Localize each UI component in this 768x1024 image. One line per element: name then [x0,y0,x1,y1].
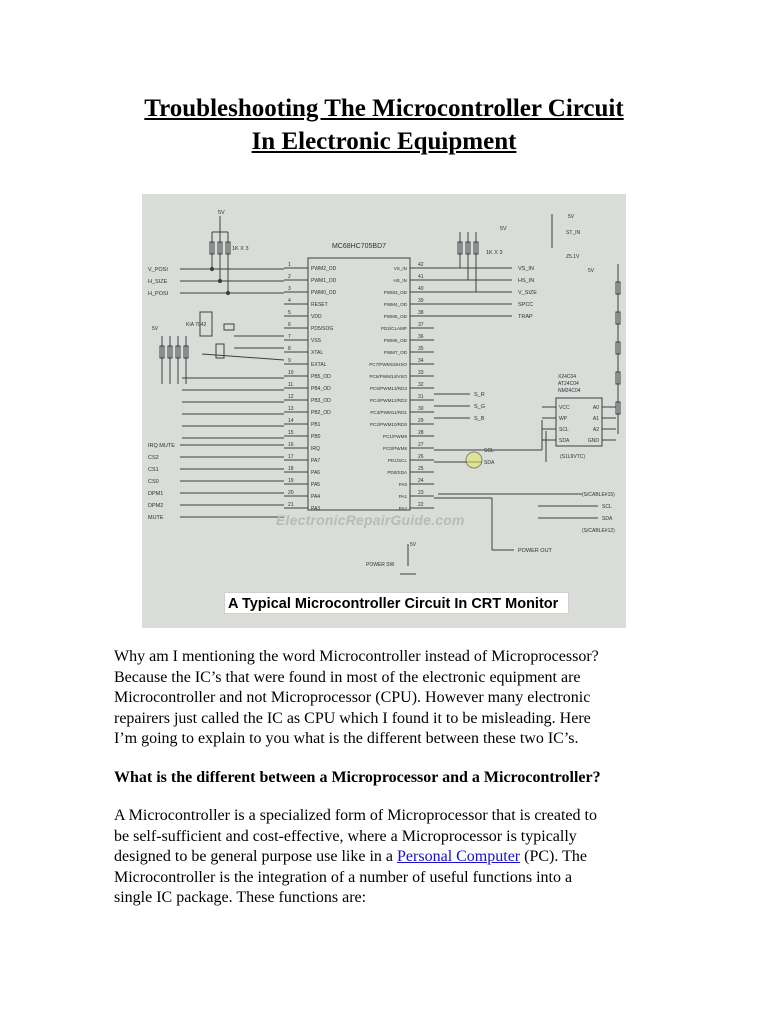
label-power-sw: POWER SW [366,562,395,568]
pin-number-right: 29 [418,418,424,424]
label-1kx3: 1K X 3 [232,246,249,252]
pin-number-right: 33 [418,370,424,376]
pin-name-right: PC7/PWM15/HSO [369,362,407,367]
pin-number-left: 20 [288,490,294,496]
pin-number-left: 6 [288,322,291,328]
pin-number-left: 4 [288,298,291,304]
eeprom-pin-left: SDA [559,438,570,444]
pin-name-right: PWM6_OD [383,338,407,343]
pin-number-right: 28 [418,430,424,436]
paragraph-intro [114,647,654,750]
label-5v: 5V [152,326,159,332]
pin-number-left: 11 [288,382,294,388]
label-5v: 5V [500,226,507,232]
pin-name-right: PC5/PWM13/RD3 [369,386,407,391]
text-fragment: designed to be general purpose use like in a [114,848,398,866]
signal-label-right: HS_IN [518,278,535,284]
signal-label-power-out: POWER OUT [518,548,552,554]
wire [202,354,284,360]
text-line: be self-sufficient and cost-effective, where a Microprocessor is typically [114,827,577,845]
pin-name-right: PWM3_OD [383,290,407,295]
signal-label-left: CS0 [148,479,159,485]
signal-label-sda: SDA [484,460,495,466]
pin-number-left: 13 [288,406,294,412]
pin-name-right: PD0/SDA [387,470,407,475]
label-kia: KIA 7042 [186,322,207,328]
pin-name-right: PC3/PWM11/RD1 [370,410,407,415]
pin-name-left: PA3 [311,506,321,512]
signal-label-left: V_POSI [148,267,168,273]
eeprom-name-2: AT24C04 [558,381,579,387]
pin-name-left: PD5/SOG [311,326,334,332]
text-line: Because the IC’s that were found in most of the electronic equipment are [114,668,581,686]
signal-label-right: TRAP [518,314,533,320]
paragraph-definition [114,806,654,909]
pin-number-right: 24 [418,478,424,484]
pin-name-right: PWM7_OD [383,350,407,355]
eeprom-pin-right: A2 [592,427,599,433]
pin-number-left: 19 [288,478,294,484]
pin-number-left: 14 [288,418,294,424]
label-st-in: ST_IN [566,230,581,236]
title-line-1: Troubleshooting The Microcontroller Circuit [144,95,624,122]
pin-name-right: PC4/PWM12/RD2 [369,398,407,403]
pin-number-right: 23 [418,490,424,496]
eeprom-package: (S1L9VTC) [560,454,586,460]
pin-name-left: PA4 [311,494,321,500]
pin-number-left: 21 [288,502,294,508]
pin-name-right: PD2/CLAMP [380,326,407,331]
pin-number-left: 8 [288,346,291,352]
pin-number-left: 15 [288,430,294,436]
pin-number-left: 16 [288,442,294,448]
signal-label-left: DPM2 [148,503,164,509]
signal-label-sda: SDA [602,516,613,522]
circuit-schematic [142,194,626,628]
capacitor [224,324,234,330]
circuit-diagram-figure [142,194,626,628]
pin-number-left: 2 [288,274,291,280]
label-5v: 5V [410,542,417,548]
signal-label-left: CS2 [148,455,159,461]
eeprom-pin-right: A0 [592,405,599,411]
pin-name-left: PWM2_OD [311,266,337,272]
signal-label-scl: SCL [602,504,612,510]
pin-number-left: 5 [288,310,291,316]
pin-name-left: PB1 [311,422,321,428]
pin-name-left: PWM1_OD [311,278,337,284]
pin-name-right: PA1 [398,494,407,499]
signal-label-left: H_SIZE [148,279,168,285]
pin-name-right: PC2/PWM10/RD0 [369,422,407,427]
pin-number-right: 39 [418,298,424,304]
pin-name-right: PA2 [398,506,407,511]
pin-name-left: EXTAL [311,362,327,368]
signal-label-right: S_B [474,416,485,422]
pin-name-left: PA6 [311,470,321,476]
pin-name-left: PB5_OD [311,374,331,380]
eeprom-pin-left: SCL [559,427,569,433]
signal-label-right: S_R [474,392,485,398]
title-line-2: In Electronic Equipment [251,128,517,155]
signal-label-left: DPM1 [148,491,164,497]
figure-caption: A Typical Microcontroller Circuit In CRT Monitor [224,592,569,614]
pin-number-right: 41 [418,274,424,280]
text-line: Microcontroller and not Microprocessor (CPU). However many electronic [114,689,591,707]
pin-number-left: 17 [288,454,294,460]
pin-name-right: PA0 [398,482,407,487]
pin-name-right: HS_IN [393,278,407,283]
signal-label-right: V_SIZE [518,290,537,296]
text-line: single IC package. These functions are: [114,889,367,907]
pin-name-right: PWM5_OD [383,314,407,319]
eeprom-pin-left: WP [559,416,568,422]
signal-label-left: MUTE [148,515,164,521]
signal-label-right: SPCC [518,302,534,308]
signal-label-left: IRQ MUTE [148,443,175,449]
eeprom-pin-right: GND [587,438,599,444]
pin-name-left: PB0 [311,434,321,440]
pin-number-right: 42 [418,262,424,268]
pin-number-right: 25 [418,466,424,472]
watermark-text: ElectronicRepairGuide.com [276,512,465,528]
pin-name-left: PB2_OD [311,410,331,416]
text-line: repairers just called the IC as CPU which I found it to be misleading. Here [114,709,591,727]
pin-name-left: PWM0_OD [311,290,337,296]
pin-name-left: PB4_OD [311,386,331,392]
signal-label-right: VS_IN [518,266,534,272]
text-line: A Microcontroller is a specialized form of Microprocessor that is created to [114,807,597,824]
pin-name-right: PC6/PWM14/VSO [369,374,407,379]
pin-number-left: 1 [288,262,291,268]
eeprom-pin-left: VCC [559,405,570,411]
junction-dot [226,291,229,294]
pin-number-right: 34 [418,358,424,364]
junction-dot [210,267,213,270]
label-5v: 5V [588,268,595,274]
pin-number-right: 36 [418,334,424,340]
personal-computer-link[interactable]: Personal Computer [397,848,521,866]
mcu-chip-name: MC68HC705BD7 [331,243,387,250]
pin-number-right: 30 [418,406,424,412]
pin-name-left: PA5 [311,482,321,488]
pin-number-left: 12 [288,394,294,400]
text-line: I’m going to explain to you what is the different between these two IC’s. [114,730,579,748]
eeprom-name-3: NM24C04 [558,388,581,394]
text-line [114,847,654,868]
pin-number-right: 31 [418,394,424,400]
signal-label-left: H_POSI [148,291,169,297]
pin-number-right: 27 [418,442,424,448]
junction-dot [218,279,221,282]
pin-number-right: 35 [418,346,424,352]
pin-number-left: 3 [288,286,291,292]
signal-label-right: S_G [474,404,486,410]
pin-name-right: PWM4_OD [383,302,407,307]
pin-name-left: VSS [311,338,322,344]
section-heading: What is the different between a Microprocessor and a Microcontroller? [114,769,601,786]
label-cable-15: (S/CABLE#15) [582,492,615,498]
pin-number-left: 7 [288,334,291,340]
highlight-marker [466,452,482,468]
pin-name-right: PC1/PWM9 [383,434,407,439]
pin-name-left: XTAL [311,350,324,356]
pin-number-right: 40 [418,286,424,292]
label-cable-12: (S/CABLE#12) [582,528,615,534]
pin-number-right: 26 [418,454,424,460]
pin-number-right: 38 [418,310,424,316]
pin-number-left: 18 [288,466,294,472]
eeprom-pin-right: A1 [592,416,599,422]
pin-name-right: PD1/SCL [387,458,407,463]
text-line: Microcontroller is the integration of a number of useful functions into a [114,868,573,886]
pin-number-left: 10 [288,370,294,376]
pin-name-left: IRQ [311,446,320,452]
text-line: Why am I mentioning the word Microcontroller instead of Microprocessor? [114,648,599,665]
pin-number-right: 32 [418,382,424,388]
pin-number-left: 9 [288,358,291,364]
document-title [100,92,668,158]
pin-name-right: PC0/PWM8 [383,446,407,451]
pin-number-right: 37 [418,322,424,328]
signal-label-scl: SCL [484,448,494,454]
text-fragment: (PC). The [520,848,587,866]
pin-name-left: PB3_OD [311,398,331,404]
pin-number-right: 22 [418,502,424,508]
label-zener: Z5.1V [566,254,580,260]
label-1kx3-right: 1K X 3 [486,250,503,256]
label-5v: 5V [218,210,225,216]
eeprom-name-1: X24C04 [558,374,577,380]
pin-name-left: PA7 [311,458,321,464]
pin-name-right: VS_IN [393,266,407,271]
pin-name-left: VDD [311,314,322,320]
signal-label-left: CS1 [148,467,159,473]
pin-name-left: RESET [311,302,328,308]
label-5v: 5V [568,214,575,220]
